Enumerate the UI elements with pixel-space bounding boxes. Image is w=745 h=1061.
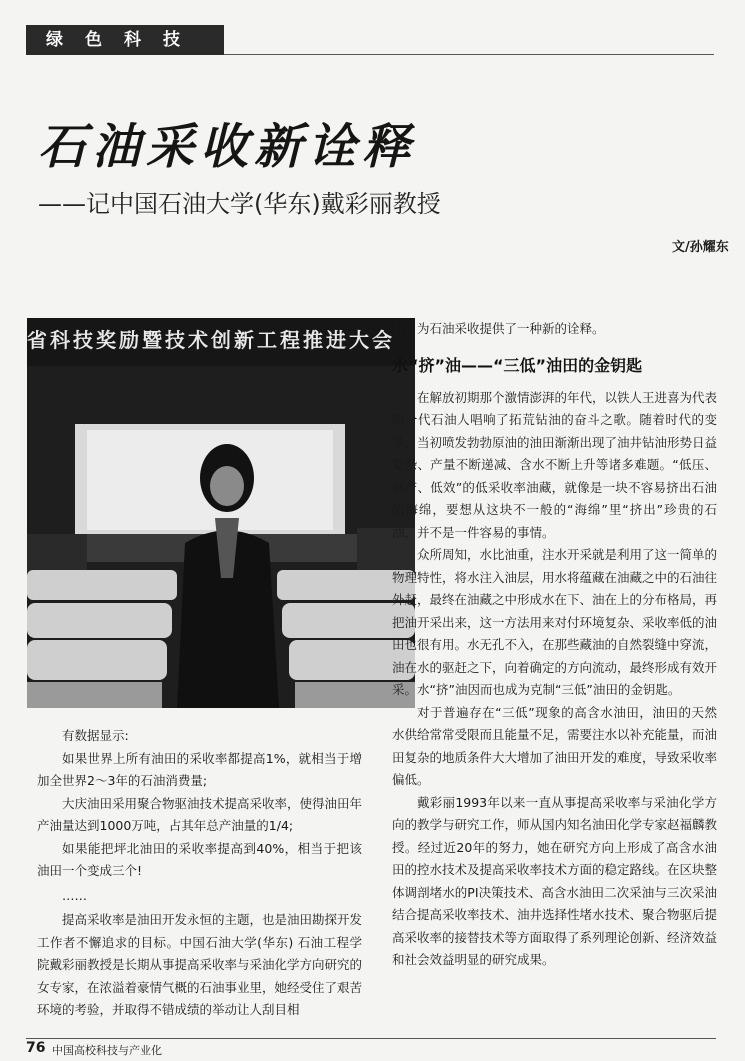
paragraph: 如果能把坪北油田的采收率提高到40%，相当于把该油田一个变成三个! bbox=[37, 840, 362, 878]
paragraph-continuation: 看，为石油采收提供了一种新的诠释。 bbox=[392, 321, 605, 336]
paragraph: 如果世界上所有油田的采收率都提高1%，就相当于增加全世界2～3年的石油消费量; bbox=[37, 750, 362, 788]
paragraph: 对于普遍存在“三低”现象的高含水油田，油田的天然水供给常常受限而且能量不足，需要注水以补充能量，而油田复杂的地质条件大大增加了油田开发的难度，导致采收率偏低。 bbox=[392, 704, 718, 787]
photo-banner-text: 省科技奖励暨技术创新工程推进大会 bbox=[27, 328, 395, 352]
page-number: 76 bbox=[26, 1040, 46, 1056]
paragraph: 有数据显示: bbox=[62, 728, 129, 743]
article-subtitle: ——记中国石油大学(华东)戴彩丽教授 bbox=[38, 190, 441, 218]
magazine-name: 中国高校科技与产业化 bbox=[52, 1044, 162, 1057]
left-column bbox=[37, 725, 362, 1022]
article-photo bbox=[27, 318, 415, 708]
byline: 文/孙耀东 bbox=[672, 240, 729, 255]
footer-rule bbox=[26, 1038, 716, 1039]
paragraph: 在解放初期那个激情澎湃的年代，以铁人王进喜为代表的一代石油人唱响了拓荒钻油的奋斗之歌。随着时代的变革，当初喷发勃勃原油的油田渐渐出现了油井钻油形势日益复杂、产量不断递减、含水不断上升等诸多难题。“低压、低产、低效”的低采收率油藏，就像是一块不容易挤出石油的海绵，要想从这块不一般的“海绵”里“挤出”珍贵的石油，并不是一件容易的事情。 bbox=[392, 389, 718, 540]
column-header: 绿色科技 bbox=[26, 25, 224, 55]
ellipsis: …… bbox=[62, 887, 87, 903]
header-rule bbox=[224, 54, 714, 55]
section-heading: 水“挤”油——“三低”油田的金钥匙 bbox=[392, 355, 643, 375]
right-column bbox=[392, 318, 717, 972]
photo-image bbox=[27, 318, 415, 708]
paragraph: 大庆油田采用聚合物驱油技术提高采收率，使得油田年产油量达到1000万吨，占其年总产油量的1/4; bbox=[37, 795, 363, 833]
paragraph: 提高采收率是油田开发永恒的主题，也是油田勘探开发工作者不懈追求的目标。中国石油大学(华东) 石油工程学院戴彩丽教授是长期从事提高采收率与采油化学方向研究的女专家，在浓溢着豪情气概的石油事业里，她经受住了艰苦环境的考验，并取得不错成绩的举动让人刮目相 bbox=[37, 912, 363, 1017]
paragraph: 众所周知，水比油重，注水开采就是利用了这一简单的物理特性，将水注入油层，用水将蕴藏在油藏之中的石油往外赶，最终在油藏之中形成水在下、油在上的分布格局，再把油开采出来，这一方法用来对付环境复杂、采收率低的油田也很有用。水无孔不入，在那些藏油的自然裂缝中穿流，油在水的驱赶之下，向着确定的方向流动，最终形成有效开采。水“挤”油因而也成为克制“三低”油田的金钥匙。 bbox=[392, 547, 718, 697]
paragraph: 戴彩丽1993年以来一直从事提高采收率与采油化学方向的教学与研究工作，师从国内知名油田化学专家赵福麟教授。经过近20年的努力，她在研究方向上形成了高含水油田的控水技术及提高采收率技术方面的稳定路线。在区块整体调剖堵水的PI决策技术、高含水油田二次采油与三次采油结合提高采收率技术、油井选择性堵水技术、聚合物驱后提高采收率的接替技术等方面取得了系列理论创新、经济效益和社会效益明显的研究成果。 bbox=[392, 794, 718, 967]
article-title: 石油采收新诠释 bbox=[38, 119, 417, 175]
